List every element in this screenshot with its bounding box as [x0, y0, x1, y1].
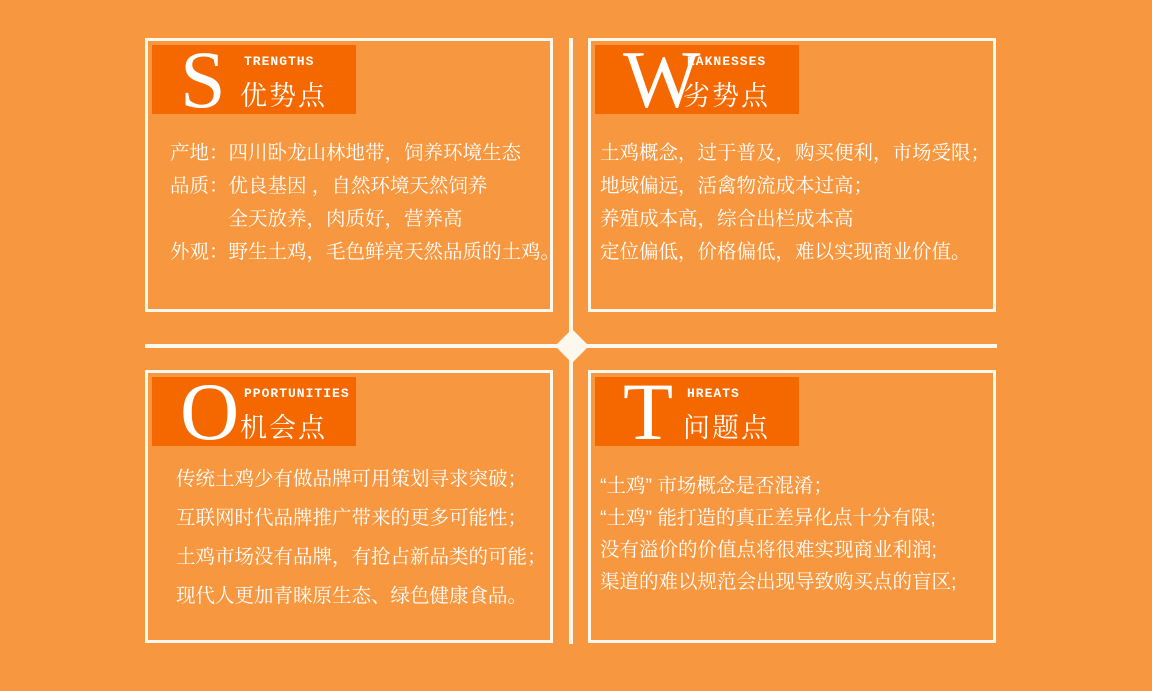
strengths-line: 外观：野生土鸡，毛色鲜亮天然品质的土鸡。	[170, 241, 561, 263]
strengths-body	[170, 137, 561, 269]
strengths-header	[152, 34, 356, 125]
strengths-line: 产地：四川卧龙山林地带，饲养环境生态	[170, 142, 522, 164]
opportunities-line: 土鸡市场没有品牌，有抢占新品类的可能；	[176, 546, 547, 568]
threats-body	[600, 470, 989, 598]
weaknesses-header	[595, 34, 799, 125]
threats-line: “土鸡” 能打造的真正差异化点十分有限;	[600, 507, 936, 529]
opportunities-word: PPORTUNITIES	[244, 386, 350, 401]
threats-line: 渠道的难以规范会出现导致购买点的盲区;	[600, 571, 957, 593]
quadrant-opportunities	[145, 366, 553, 643]
weaknesses-letter: W	[623, 34, 701, 125]
weaknesses-line: 土鸡概念，过于普及，购买便利，市场受限；	[600, 142, 991, 164]
strengths-line: 全天放养，肉质好，营养高	[170, 208, 463, 230]
weaknesses-line: 地域偏远，活禽物流成本过高；	[600, 175, 874, 197]
quadrant-strengths	[145, 34, 561, 312]
threats-line: 没有溢价的价值点将很难实现商业利润;	[600, 539, 937, 561]
opportunities-line: 互联网时代品牌推广带来的更多可能性；	[176, 507, 528, 529]
opportunities-label: 机会点	[240, 413, 327, 443]
strengths-letter: S	[180, 34, 226, 125]
quadrant-threats	[588, 366, 996, 643]
weaknesses-line: 定位偏低，价格偏低，难以实现商业价值。	[600, 241, 971, 263]
center-diamond-marker	[555, 329, 589, 363]
weaknesses-line: 养殖成本高，综合出栏成本高	[600, 208, 854, 230]
threats-label: 问题点	[683, 413, 770, 443]
strengths-word: TRENGTHS	[244, 54, 315, 69]
weaknesses-word: EAKNESSES	[687, 54, 767, 69]
quadrant-weaknesses	[588, 34, 996, 312]
threats-word: HREATS	[687, 386, 740, 401]
strengths-label: 优势点	[240, 81, 327, 111]
weaknesses-label: 劣势点	[683, 81, 770, 111]
opportunities-line: 现代人更加青睐原生态、绿色健康食品。	[176, 585, 528, 607]
opportunities-line: 传统土鸡少有做品牌可用策划寻求突破；	[176, 468, 528, 490]
strengths-line: 品质：优良基因 ，自然环境天然饲养	[170, 175, 488, 197]
threats-line: “土鸡” 市场概念是否混淆；	[600, 475, 833, 497]
threats-letter: T	[623, 366, 674, 457]
opportunities-body	[176, 460, 546, 616]
threats-header	[595, 366, 799, 457]
opportunities-header	[152, 366, 356, 457]
opportunities-letter: O	[180, 366, 240, 457]
weaknesses-body	[600, 137, 989, 269]
